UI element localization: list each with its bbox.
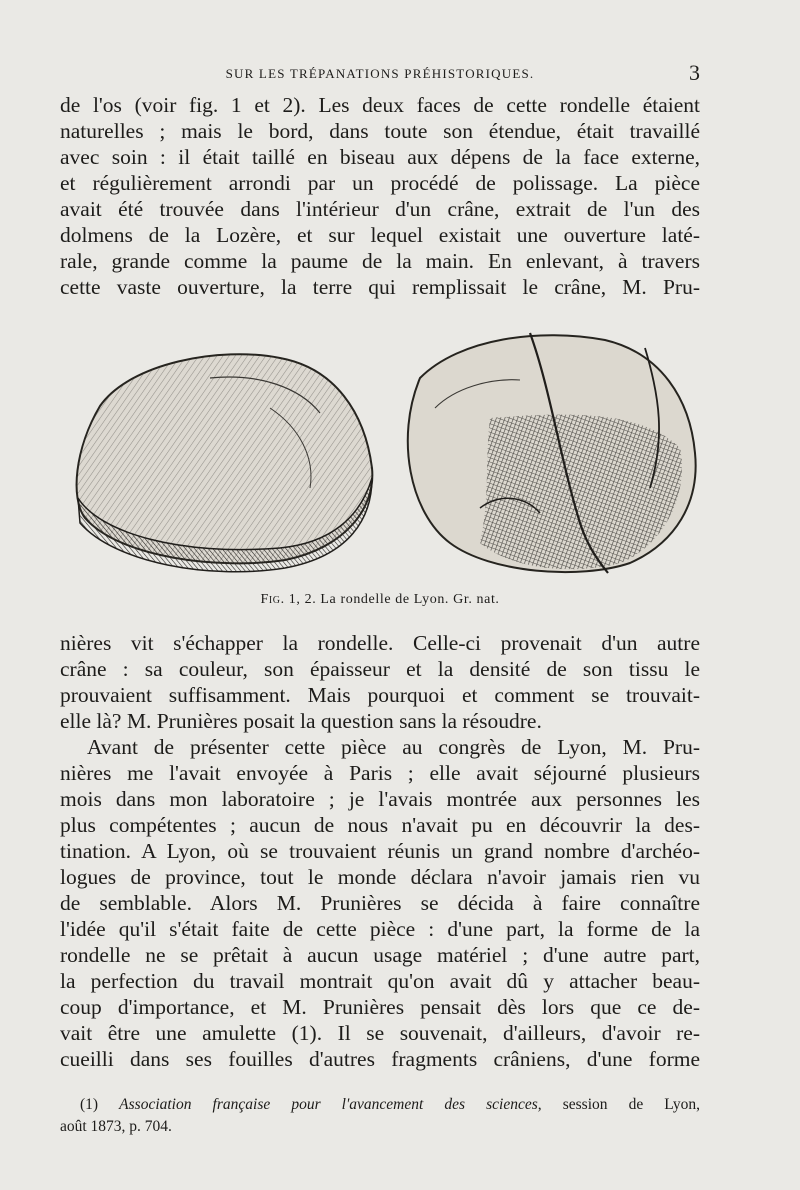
text-line: crâne : sa couleur, son épaisseur et la densité de son tissu le [60,657,700,681]
rondelle-left [77,354,373,572]
text-line: plus compétentes ; aucun de nous n'avait pu en découvrir la des- [60,813,700,837]
text-line: avait été trouvée dans l'intérieur d'un crâne, extrait de l'un des [60,197,700,221]
text-line: avec soin : il était taillé en biseau aux dépens de la face externe, [60,145,700,169]
text-line: prouvaient suffisamment. Mais pourquoi et comment se trouvait- [60,683,700,707]
text-line: de l'os (voir fig. 1 et 2). Les deux faces de cette rondelle étaient [60,93,700,117]
text-line: la perfection du travail montrait qu'on avait dû y attacher beau- [60,969,700,993]
text-line: rale, grande comme la paume de la main. En enlevant, à travers [60,249,700,273]
text-line: mois dans mon laboratoire ; je l'avais montrée aux personnes les [60,787,700,811]
running-head [60,60,700,86]
text-line: naturelles ; mais le bord, dans toute son étendue, était travaillé [60,119,700,143]
text-line: l'idée qu'il s'était faite de cette pièce : d'une part, la forme de la [60,917,700,941]
text-line: rondelle ne se prêtait à aucun usage matériel ; d'une autre part, [60,943,700,967]
running-title: SUR LES TRÉPANATIONS PRÉHISTORIQUES. [225,66,535,81]
paragraph-top [60,92,700,300]
rondelle-right [408,333,696,573]
text-line: elle là? M. Prunières posait la question sans la résoudre. [60,709,542,733]
footnote-marker: (1) [80,1096,99,1113]
text-line: nières me l'avait envoyée à Paris ; elle avait séjourné plusieurs [60,761,700,785]
text-line: coup d'importance, et M. Prunières pensait dès lors que ce de- [60,995,700,1019]
text-line: nières vit s'échapper la rondelle. Celle-ci provenait d'un autre [60,631,700,655]
footnote-rest: session de Lyon, [562,1096,701,1113]
footnote [60,1094,701,1138]
text-line: de semblable. Alors M. Prunières se décida à faire connaître [60,891,700,915]
page-number: 3 [689,60,700,85]
paragraph-bottom [60,734,700,1072]
text-line: Avant de présenter cette pièce au congrès de Lyon, M. Pru- [87,735,700,759]
caption-label: Fig. 1, 2. [260,592,317,607]
text-line: vait être une amulette (1). Il se souvenait, d'ailleurs, d'avoir re- [60,1021,700,1045]
rondelle-illustration [60,318,710,596]
figure-caption [60,592,700,608]
footnote-line-2: août 1873, p. 704. [60,1118,172,1135]
caption-text: La rondelle de Lyon. Gr. nat. [320,592,500,607]
figure-engraving [60,318,710,596]
footnote-italic: Association française pour l'avancement des sciences, [119,1096,542,1113]
text-line: tination. A Lyon, où se trouvaient réunis un grand nombre d'archéo- [60,839,700,863]
text-line: cueilli dans ses fouilles d'autres fragments crâniens, d'une forme [60,1047,700,1071]
paragraph-mid [60,630,700,734]
text-line: cette vaste ouverture, la terre qui remplissait le crâne, M. Pru- [60,275,700,299]
text-line: et régulièrement arrondi par un procédé de polissage. La pièce [60,171,700,195]
footnote-line [80,1094,700,1116]
text-line: dolmens de la Lozère, et sur lequel existait une ouverture laté- [60,223,700,247]
text-line: logues de province, tout le monde déclara n'avoir jamais rien vu [60,865,700,889]
